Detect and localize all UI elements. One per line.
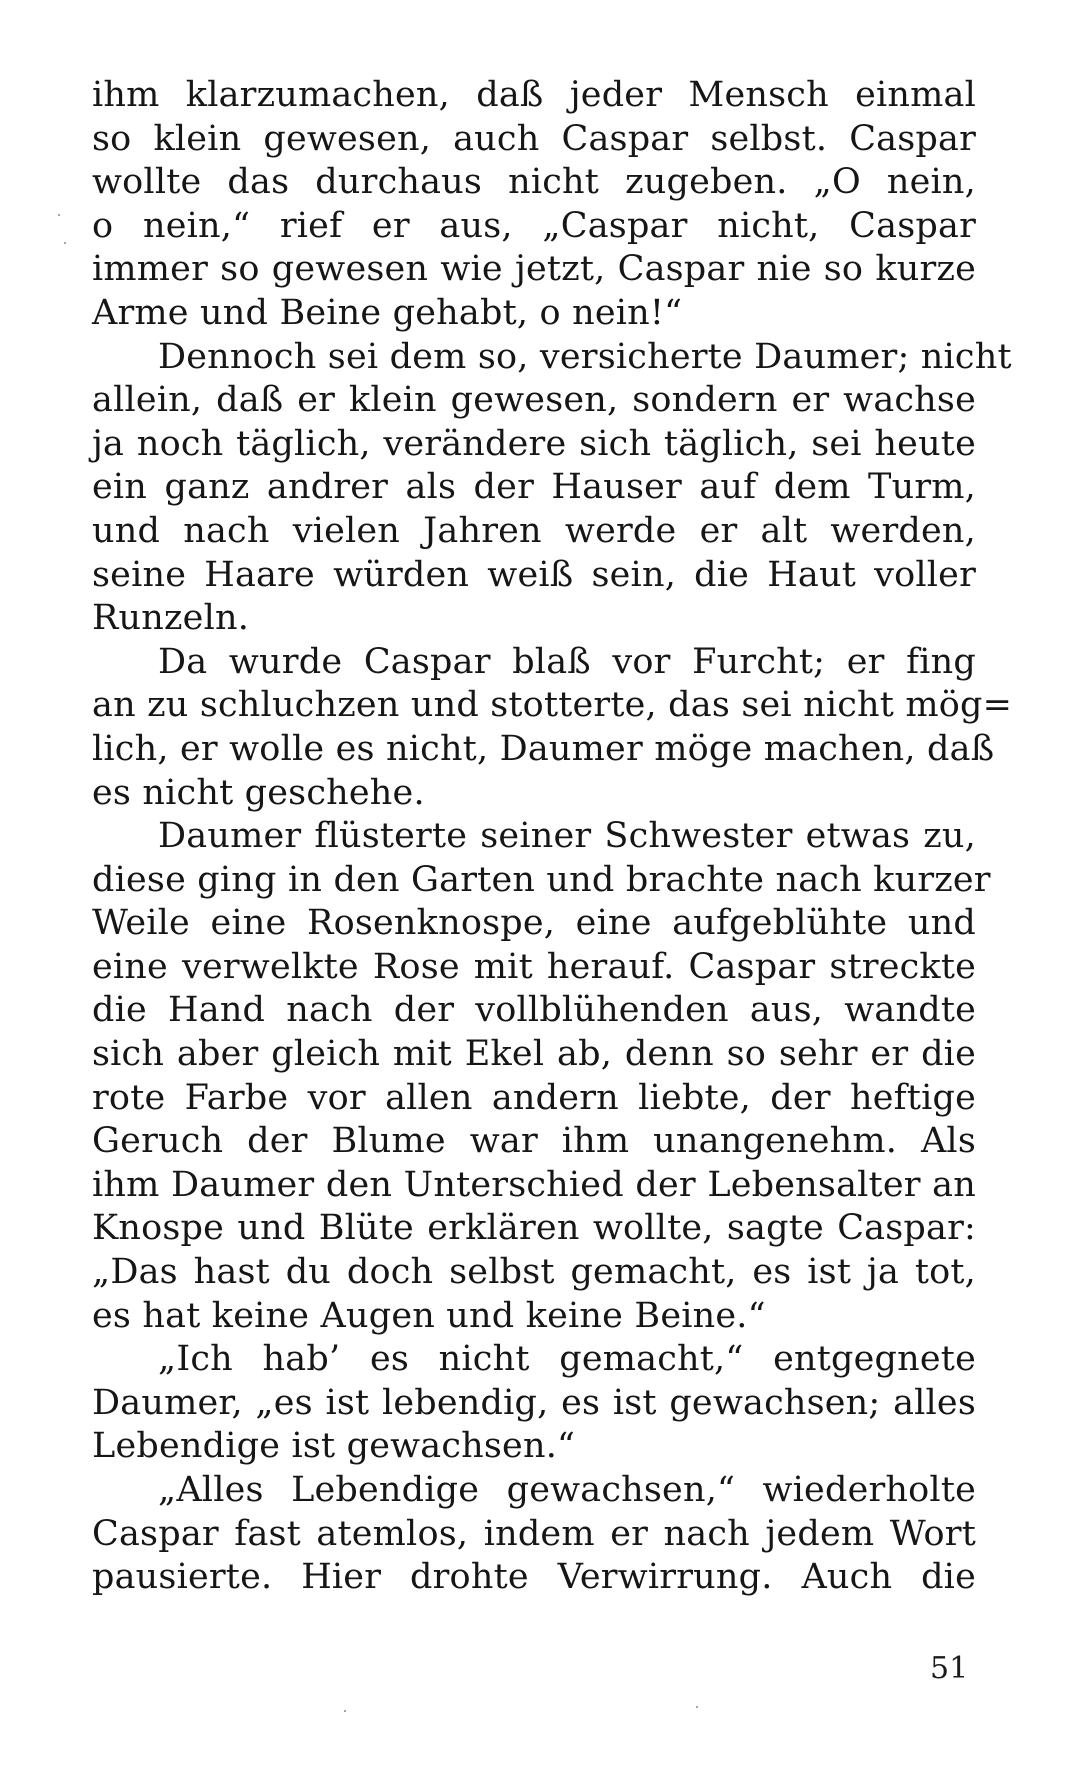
- text-line: und nach vielen Jahren werde er alt werden,: [92, 510, 976, 551]
- text-line: diese ging in den Garten und brachte nach kurzer: [92, 859, 991, 900]
- text-line: seine Haare würden weiß sein, die Haut voller: [92, 554, 976, 595]
- text-line: ihm Daumer den Unterschied der Lebensalter an: [92, 1164, 976, 1205]
- text-line: Geruch der Blume war ihm unangenehm. Als: [92, 1121, 976, 1162]
- text-line: Knospe und Blüte erklären wollte, sagte Caspar:: [92, 1208, 976, 1249]
- paragraph-first-line: Da wurde Caspar blaß vor Furcht; er fing: [158, 641, 976, 682]
- body-text: [92, 74, 1013, 1600]
- paragraph-first-line: „Ich hab’ es nicht gemacht,“ entgegnete: [158, 1339, 976, 1380]
- text-line: die Hand nach der vollblühenden aus, wandte: [92, 990, 976, 1031]
- text-line: immer so gewesen wie jetzt, Caspar nie so kurze: [92, 249, 976, 290]
- text-line: Caspar fast atemlos, indem er nach jedem Wort: [92, 1513, 976, 1554]
- text-line: sich aber gleich mit Ekel ab, denn so sehr er die: [92, 1034, 976, 1075]
- text-line: ihm klarzumachen, daß jeder Mensch einmal: [92, 75, 976, 115]
- text-line: ein ganz andrer als der Hauser auf dem Turm,: [92, 467, 976, 508]
- text-line: Daumer, „es ist lebendig, es ist gewachsen; alles: [92, 1382, 976, 1423]
- text-line: Weile eine Rosenknospe, eine aufgeblühte und: [92, 903, 976, 944]
- paper-speck: [696, 1706, 698, 1708]
- text-line: so klein gewesen, auch Caspar selbst. Caspar: [92, 118, 976, 159]
- text-line: eine verwelkte Rose mit herauf. Caspar streckte: [92, 946, 976, 987]
- paragraph-first-line: „Alles Lebendige gewachsen,“ wiederholte: [158, 1470, 976, 1510]
- text-line: pausierte. Hier drohte Verwirrung. Auch die: [92, 1557, 976, 1598]
- text-line: an zu schluchzen und stotterte, das sei nicht mög=: [92, 685, 1013, 726]
- text-line: rote Farbe vor allen andern liebte, der heftige: [92, 1077, 976, 1118]
- paper-speck: [344, 1710, 346, 1712]
- text-line: ja noch täglich, verändere sich täglich, sei heute: [92, 423, 976, 464]
- text-line: Runzeln.: [92, 598, 250, 639]
- text-line: es nicht geschehe.: [92, 772, 425, 813]
- text-line: lich, er wolle es nicht, Daumer möge machen, daß: [92, 728, 995, 769]
- paper-speck: [64, 242, 66, 244]
- text-line: es hat keine Augen und keine Beine.“: [92, 1295, 766, 1336]
- paper-speck: [58, 214, 60, 216]
- text-line: Arme und Beine gehabt, o nein!“: [92, 292, 683, 333]
- page-number: 51: [930, 1651, 969, 1686]
- text-line: allein, daß er klein gewesen, sondern er wachse: [92, 380, 976, 421]
- paragraph-first-line: Dennoch sei dem so, versicherte Daumer; nicht: [158, 336, 1012, 377]
- text-line: „Das hast du doch selbst gemacht, es ist ja tot,: [92, 1252, 976, 1293]
- text-line: Lebendige ist gewachsen.“: [92, 1426, 576, 1467]
- text-line: o nein,“ rief er aus, „Caspar nicht, Caspar: [92, 205, 976, 246]
- text-line: wollte das durchaus nicht zugeben. „O nein,: [92, 162, 976, 203]
- paragraph-first-line: Daumer flüsterte seiner Schwester etwas zu,: [158, 816, 976, 857]
